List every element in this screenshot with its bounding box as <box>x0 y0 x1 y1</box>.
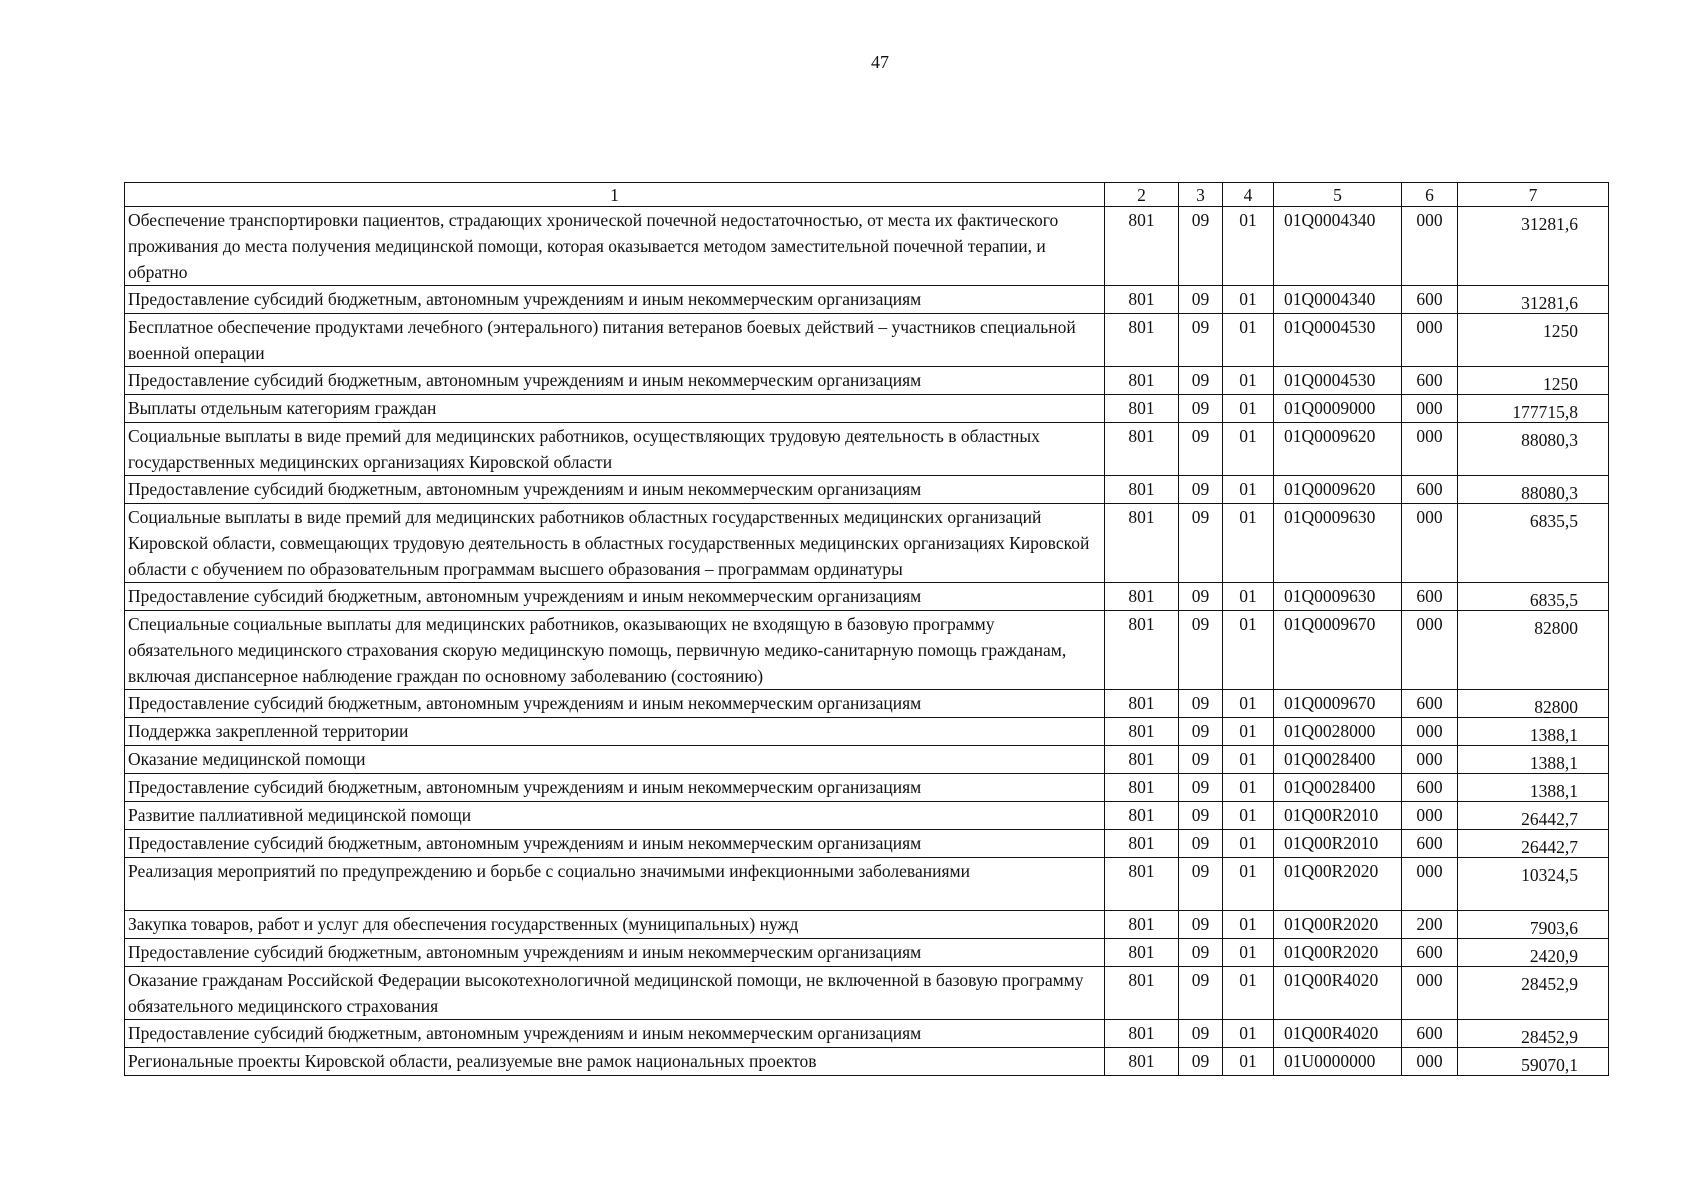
table-row <box>125 423 1609 476</box>
amount-value: 1388,1 <box>1458 774 1609 802</box>
row-description: Бесплатное обеспечение продуктами лечебного (энтерального) питания ветеранов боевых действий – участников специальной военной операции <box>125 314 1105 367</box>
section-code: 09 <box>1179 802 1223 830</box>
amount-value: 1388,1 <box>1458 718 1609 746</box>
amount-value: 31281,6 <box>1458 207 1609 286</box>
department-code: 801 <box>1105 476 1179 504</box>
table-row <box>125 314 1609 367</box>
table-row <box>125 1048 1609 1076</box>
section-code: 09 <box>1179 858 1223 911</box>
department-code: 801 <box>1105 367 1179 395</box>
section-code: 09 <box>1179 690 1223 718</box>
expense-type-code: 000 <box>1402 611 1458 690</box>
table-row <box>125 504 1609 583</box>
row-description: Закупка товаров, работ и услуг для обеспечения государственных (муниципальных) нужд <box>125 911 1105 939</box>
subsection-code: 01 <box>1223 583 1274 611</box>
section-code: 09 <box>1179 395 1223 423</box>
table-row <box>125 802 1609 830</box>
expense-type-code: 000 <box>1402 802 1458 830</box>
expense-type-code: 200 <box>1402 911 1458 939</box>
section-code: 09 <box>1179 830 1223 858</box>
target-article-code: 01Q00R2020 <box>1274 858 1402 911</box>
subsection-code: 01 <box>1223 690 1274 718</box>
target-article-code: 01Q00R4020 <box>1274 967 1402 1020</box>
table-row <box>125 690 1609 718</box>
target-article-code: 01Q00R2020 <box>1274 911 1402 939</box>
row-description: Оказание медицинской помощи <box>125 746 1105 774</box>
row-description: Специальные социальные выплаты для медицинских работников, оказывающих не входящую в базовую программу обязательного медицинского страхования скорую медицинскую помощь, первичную медико-санитарную помощь гражданам, включая диспансерное наблюдение граждан по основному заболеванию (состоянию) <box>125 611 1105 690</box>
expense-type-code: 000 <box>1402 858 1458 911</box>
target-article-code: 01Q00R2010 <box>1274 830 1402 858</box>
amount-value: 10324,5 <box>1458 858 1609 911</box>
section-code: 09 <box>1179 939 1223 967</box>
expense-type-code: 600 <box>1402 774 1458 802</box>
row-description: Социальные выплаты в виде премий для медицинских работников, осуществляющих трудовую деятельность в областных государственных медицинских организациях Кировской области <box>125 423 1105 476</box>
target-article-code: 01Q0004340 <box>1274 286 1402 314</box>
subsection-code: 01 <box>1223 504 1274 583</box>
subsection-code: 01 <box>1223 802 1274 830</box>
expense-type-code: 000 <box>1402 504 1458 583</box>
target-article-code: 01Q0004340 <box>1274 207 1402 286</box>
table-row <box>125 911 1609 939</box>
column-header: 6 <box>1402 183 1458 207</box>
row-description: Предоставление субсидий бюджетным, автономным учреждениям и иным некоммерческим организациям <box>125 583 1105 611</box>
target-article-code: 01Q0028400 <box>1274 774 1402 802</box>
department-code: 801 <box>1105 830 1179 858</box>
target-article-code: 01Q0009630 <box>1274 583 1402 611</box>
row-description: Предоставление субсидий бюджетным, автономным учреждениям и иным некоммерческим организациям <box>125 774 1105 802</box>
section-code: 09 <box>1179 423 1223 476</box>
amount-value: 177715,8 <box>1458 395 1609 423</box>
target-article-code: 01Q0009670 <box>1274 611 1402 690</box>
section-code: 09 <box>1179 1048 1223 1076</box>
expense-type-code: 000 <box>1402 1048 1458 1076</box>
section-code: 09 <box>1179 286 1223 314</box>
target-article-code: 01Q00R2020 <box>1274 939 1402 967</box>
department-code: 801 <box>1105 611 1179 690</box>
expense-type-code: 600 <box>1402 476 1458 504</box>
target-article-code: 01Q0009670 <box>1274 690 1402 718</box>
section-code: 09 <box>1179 774 1223 802</box>
department-code: 801 <box>1105 395 1179 423</box>
expense-type-code: 000 <box>1402 207 1458 286</box>
department-code: 801 <box>1105 314 1179 367</box>
section-code: 09 <box>1179 967 1223 1020</box>
target-article-code: 01Q0009620 <box>1274 476 1402 504</box>
department-code: 801 <box>1105 718 1179 746</box>
subsection-code: 01 <box>1223 611 1274 690</box>
subsection-code: 01 <box>1223 1020 1274 1048</box>
row-description: Предоставление субсидий бюджетным, автономным учреждениям и иным некоммерческим организациям <box>125 1020 1105 1048</box>
section-code: 09 <box>1179 207 1223 286</box>
amount-value: 88080,3 <box>1458 423 1609 476</box>
target-article-code: 01Q00R2010 <box>1274 802 1402 830</box>
expense-type-code: 600 <box>1402 583 1458 611</box>
amount-value: 28452,9 <box>1458 967 1609 1020</box>
department-code: 801 <box>1105 583 1179 611</box>
header-row <box>125 183 1609 207</box>
expense-type-code: 000 <box>1402 314 1458 367</box>
section-code: 09 <box>1179 1020 1223 1048</box>
department-code: 801 <box>1105 504 1179 583</box>
subsection-code: 01 <box>1223 314 1274 367</box>
column-header: 7 <box>1458 183 1609 207</box>
subsection-code: 01 <box>1223 1048 1274 1076</box>
subsection-code: 01 <box>1223 207 1274 286</box>
target-article-code: 01Q00R4020 <box>1274 1020 1402 1048</box>
department-code: 801 <box>1105 746 1179 774</box>
department-code: 801 <box>1105 967 1179 1020</box>
table-row <box>125 746 1609 774</box>
subsection-code: 01 <box>1223 423 1274 476</box>
subsection-code: 01 <box>1223 718 1274 746</box>
department-code: 801 <box>1105 423 1179 476</box>
department-code: 801 <box>1105 1048 1179 1076</box>
target-article-code: 01Q0009630 <box>1274 504 1402 583</box>
amount-value: 59070,1 <box>1458 1048 1609 1076</box>
target-article-code: 01U0000000 <box>1274 1048 1402 1076</box>
expense-type-code: 600 <box>1402 1020 1458 1048</box>
subsection-code: 01 <box>1223 395 1274 423</box>
expense-type-code: 000 <box>1402 967 1458 1020</box>
section-code: 09 <box>1179 611 1223 690</box>
target-article-code: 01Q0004530 <box>1274 367 1402 395</box>
row-description: Выплаты отдельным категориям граждан <box>125 395 1105 423</box>
department-code: 801 <box>1105 802 1179 830</box>
table-row <box>125 1020 1609 1048</box>
column-header: 3 <box>1179 183 1223 207</box>
page-number: 47 <box>871 52 889 72</box>
expense-type-code: 600 <box>1402 939 1458 967</box>
amount-value: 82800 <box>1458 690 1609 718</box>
table-row <box>125 774 1609 802</box>
table-row <box>125 967 1609 1020</box>
row-description: Реализация мероприятий по предупреждению и борьбе с социально значимыми инфекционными заболеваниями <box>125 858 1105 911</box>
expense-type-code: 600 <box>1402 830 1458 858</box>
subsection-code: 01 <box>1223 286 1274 314</box>
column-header: 5 <box>1274 183 1402 207</box>
row-description: Предоставление субсидий бюджетным, автономным учреждениям и иным некоммерческим организациям <box>125 286 1105 314</box>
subsection-code: 01 <box>1223 367 1274 395</box>
expense-type-code: 600 <box>1402 690 1458 718</box>
row-description: Предоставление субсидий бюджетным, автономным учреждениям и иным некоммерческим организациям <box>125 367 1105 395</box>
amount-value: 82800 <box>1458 611 1609 690</box>
amount-value: 1388,1 <box>1458 746 1609 774</box>
department-code: 801 <box>1105 286 1179 314</box>
subsection-code: 01 <box>1223 939 1274 967</box>
expense-type-code: 000 <box>1402 395 1458 423</box>
row-description: Поддержка закрепленной территории <box>125 718 1105 746</box>
subsection-code: 01 <box>1223 476 1274 504</box>
table-row <box>125 367 1609 395</box>
table-row <box>125 395 1609 423</box>
amount-value: 7903,6 <box>1458 911 1609 939</box>
amount-value: 28452,9 <box>1458 1020 1609 1048</box>
row-description: Развитие паллиативной медицинской помощи <box>125 802 1105 830</box>
target-article-code: 01Q0009000 <box>1274 395 1402 423</box>
subsection-code: 01 <box>1223 774 1274 802</box>
amount-value: 26442,7 <box>1458 802 1609 830</box>
expense-type-code: 600 <box>1402 286 1458 314</box>
budget-table <box>124 182 1609 1076</box>
subsection-code: 01 <box>1223 830 1274 858</box>
table-row <box>125 583 1609 611</box>
table-row <box>125 830 1609 858</box>
section-code: 09 <box>1179 718 1223 746</box>
department-code: 801 <box>1105 858 1179 911</box>
amount-value: 26442,7 <box>1458 830 1609 858</box>
amount-value: 88080,3 <box>1458 476 1609 504</box>
row-description: Предоставление субсидий бюджетным, автономным учреждениям и иным некоммерческим организациям <box>125 939 1105 967</box>
row-description: Предоставление субсидий бюджетным, автономным учреждениям и иным некоммерческим организациям <box>125 830 1105 858</box>
section-code: 09 <box>1179 911 1223 939</box>
section-code: 09 <box>1179 476 1223 504</box>
section-code: 09 <box>1179 746 1223 774</box>
expense-type-code: 000 <box>1402 423 1458 476</box>
table-row <box>125 718 1609 746</box>
amount-value: 6835,5 <box>1458 504 1609 583</box>
row-description: Обеспечение транспортировки пациентов, страдающих хронической почечной недостаточностью, от места их фактического проживания до места получения медицинской помощи, которая оказывается методом заместительной почечной терапии, и обратно <box>125 207 1105 286</box>
subsection-code: 01 <box>1223 967 1274 1020</box>
row-description: Предоставление субсидий бюджетным, автономным учреждениям и иным некоммерческим организациям <box>125 690 1105 718</box>
target-article-code: 01Q0004530 <box>1274 314 1402 367</box>
table-row <box>125 476 1609 504</box>
department-code: 801 <box>1105 774 1179 802</box>
section-code: 09 <box>1179 504 1223 583</box>
expense-type-code: 600 <box>1402 367 1458 395</box>
department-code: 801 <box>1105 207 1179 286</box>
target-article-code: 01Q0009620 <box>1274 423 1402 476</box>
subsection-code: 01 <box>1223 746 1274 774</box>
target-article-code: 01Q0028000 <box>1274 718 1402 746</box>
amount-value: 1250 <box>1458 314 1609 367</box>
department-code: 801 <box>1105 1020 1179 1048</box>
table-row <box>125 939 1609 967</box>
section-code: 09 <box>1179 367 1223 395</box>
section-code: 09 <box>1179 314 1223 367</box>
row-description: Предоставление субсидий бюджетным, автономным учреждениям и иным некоммерческим организациям <box>125 476 1105 504</box>
section-code: 09 <box>1179 583 1223 611</box>
table-row <box>125 858 1609 911</box>
table-row <box>125 207 1609 286</box>
table-row <box>125 286 1609 314</box>
row-description: Региональные проекты Кировской области, реализуемые вне рамок национальных проектов <box>125 1048 1105 1076</box>
row-description: Социальные выплаты в виде премий для медицинских работников областных государственных медицинских организаций Кировской области, совмещающих трудовую деятельность в областных государственных медицинских организациях Кировской области с обучением по образовательным программам высшего образования – программам ординатуры <box>125 504 1105 583</box>
row-description: Оказание гражданам Российской Федерации высокотехнологичной медицинской помощи, не включенной в базовую программу обязательного медицинского страхования <box>125 967 1105 1020</box>
expense-type-code: 000 <box>1402 718 1458 746</box>
subsection-code: 01 <box>1223 858 1274 911</box>
subsection-code: 01 <box>1223 911 1274 939</box>
column-header: 4 <box>1223 183 1274 207</box>
expense-type-code: 000 <box>1402 746 1458 774</box>
department-code: 801 <box>1105 911 1179 939</box>
amount-value: 2420,9 <box>1458 939 1609 967</box>
table-row <box>125 611 1609 690</box>
column-header: 2 <box>1105 183 1179 207</box>
target-article-code: 01Q0028400 <box>1274 746 1402 774</box>
amount-value: 31281,6 <box>1458 286 1609 314</box>
amount-value: 6835,5 <box>1458 583 1609 611</box>
department-code: 801 <box>1105 690 1179 718</box>
column-header: 1 <box>125 183 1105 207</box>
department-code: 801 <box>1105 939 1179 967</box>
amount-value: 1250 <box>1458 367 1609 395</box>
